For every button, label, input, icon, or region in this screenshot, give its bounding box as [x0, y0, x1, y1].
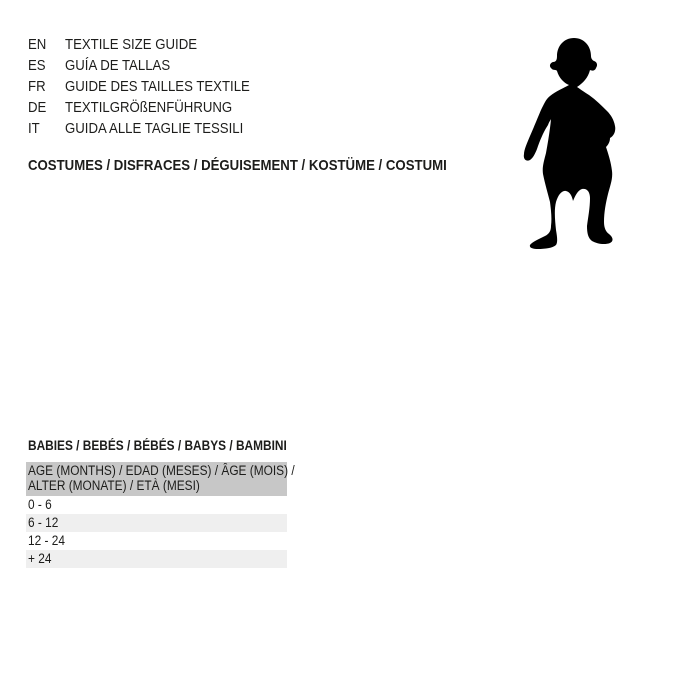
- language-row-fr: [28, 76, 275, 97]
- table-row: 6 - 12: [26, 514, 287, 532]
- language-code: ES: [28, 57, 46, 74]
- language-row-en: [28, 34, 275, 55]
- language-label: GUÍA DE TALLAS: [65, 57, 171, 74]
- age-table-header-line: AGE (MONTHS) / EDAD (MESES) / ÂGE (MOIS) /: [28, 463, 295, 478]
- language-code: DE: [28, 99, 47, 116]
- language-row-de: [28, 97, 275, 118]
- language-label: TEXTILGRÖßENFÜHRUNG: [65, 99, 233, 116]
- language-code: IT: [28, 120, 40, 137]
- language-label: GUIDA ALLE TAGLIE TESSILI: [65, 120, 244, 137]
- age-table-header-line: ALTER (MONATE) / ETÀ (MESI): [28, 478, 200, 493]
- language-code: FR: [28, 78, 46, 95]
- language-row-it: [28, 118, 275, 139]
- category-title: COSTUMES / DISFRACES / DÉGUISEMENT / KOSTÜME / COSTUMI: [28, 157, 447, 174]
- language-label: TEXTILE SIZE GUIDE: [65, 36, 198, 53]
- babies-section-title: BABIES / BEBÉS / BÉBÉS / BABYS / BAMBINI: [28, 438, 287, 453]
- age-table-rows: [26, 496, 287, 568]
- language-label: GUIDE DES TAILLES TEXTILE: [65, 78, 250, 95]
- baby-silhouette-icon: [520, 37, 622, 252]
- table-row: 12 - 24: [28, 533, 65, 548]
- table-row: + 24: [26, 550, 287, 568]
- table-row: 0 - 6: [28, 497, 52, 512]
- age-table: [26, 462, 295, 568]
- language-code: EN: [28, 36, 47, 53]
- baby-silhouette-svg: [520, 37, 622, 252]
- language-list: [28, 34, 275, 139]
- language-row-es: [28, 55, 275, 76]
- baby-silhouette-path: [524, 38, 615, 249]
- age-table-header: [26, 462, 295, 496]
